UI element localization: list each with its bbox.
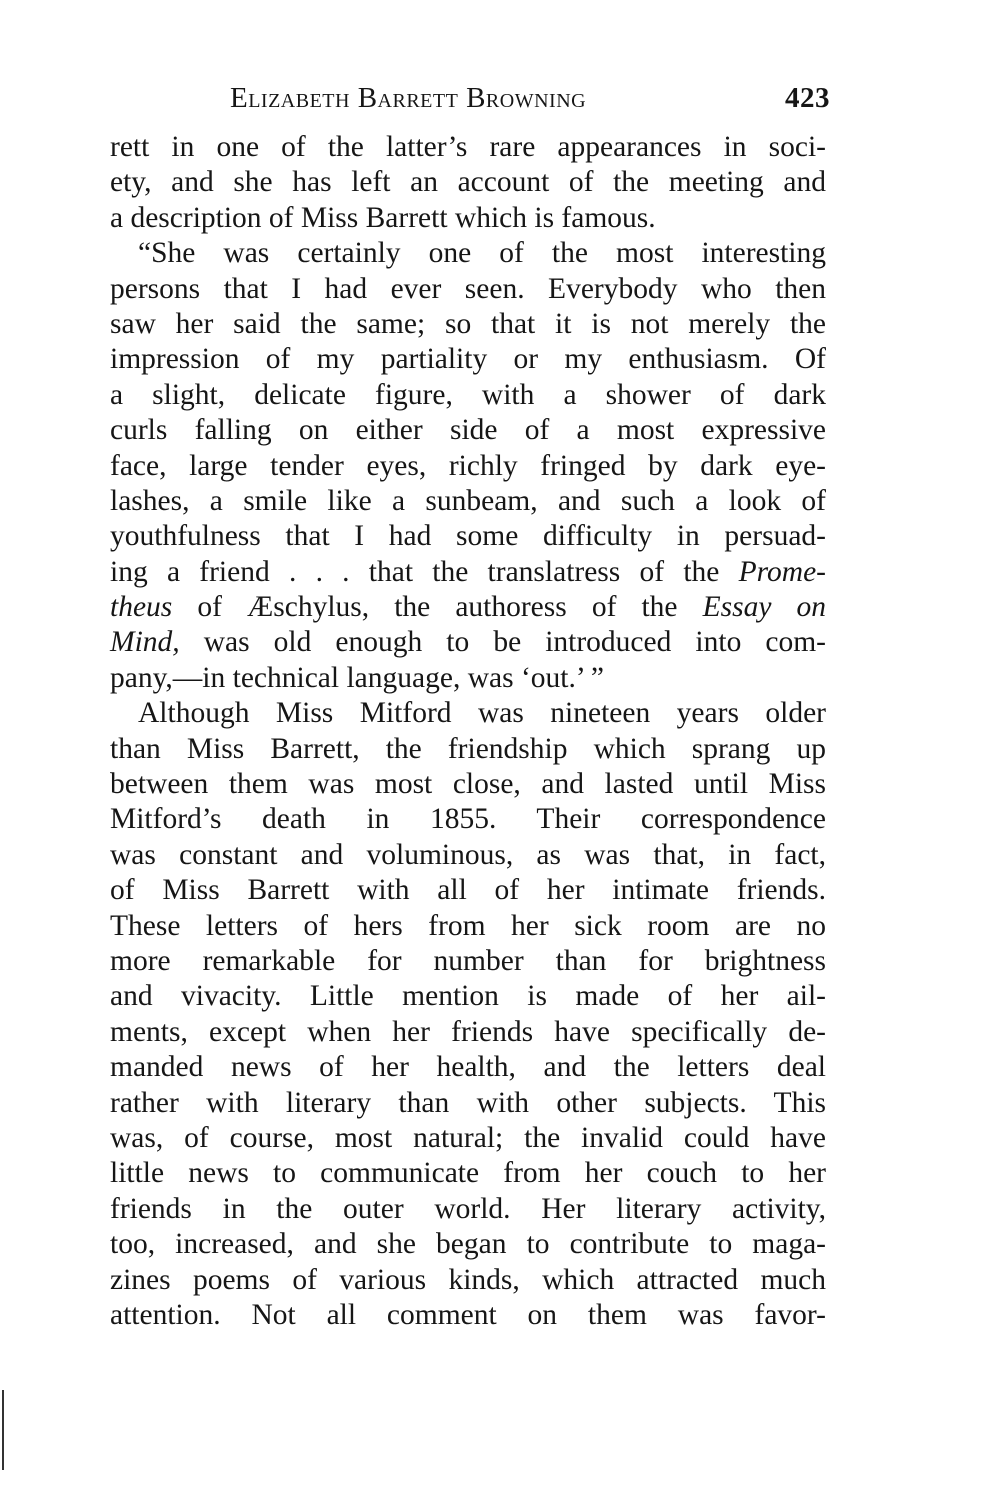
text-line: Mitford’s death in 1855. Their correspondence (110, 803, 826, 836)
text-line: was, of course, most natural; the invalid could have (110, 1121, 826, 1154)
text-line: face, large tender eyes, richly fringed by dark eye- (110, 449, 826, 482)
text-line: curls falling on either side of a most expressive (110, 414, 826, 447)
text-line: a slight, delicate figure, with a shower of dark (110, 378, 826, 411)
text-line: too, increased, and she began to contribute to maga- (110, 1228, 826, 1261)
text-line: of Miss Barrett with all of her intimate friends. (110, 874, 826, 907)
text-line: pany,—in technical language, was ‘out.’ ” (110, 661, 604, 694)
text-line: manded news of her health, and the letters deal (110, 1051, 826, 1084)
text-line: ing a friend . . . that the translatress of the Prome- (110, 555, 826, 588)
text-line: than Miss Barrett, the friendship which sprang up (110, 732, 826, 765)
italic-title: Mind, (110, 626, 180, 659)
text-line: attention. Not all comment on them was favor- (110, 1298, 826, 1331)
scan-gutter-mark (2, 1390, 4, 1470)
text-line: rett in one of the latter’s rare appearances in soci- (110, 131, 826, 163)
text-line: persons that I had ever seen. Everybody who then (110, 272, 826, 305)
text-line: little news to communicate from her couch to her (110, 1157, 826, 1190)
text-line: between them was most close, and lasted until Miss (110, 768, 826, 801)
text-line: rather with literary than with other subjects. This (110, 1086, 826, 1119)
text-line: “She was certainly one of the most interesting (138, 237, 826, 270)
running-title: Elizabeth Barrett Browning (230, 82, 587, 114)
text-line: youthfulness that I had some difficulty in persuad- (110, 520, 826, 553)
italic-title: Essay on (702, 591, 826, 624)
text-line: zines poems of various kinds, which attracted much (110, 1263, 826, 1296)
text-line: and vivacity. Little mention is made of her ail- (110, 980, 826, 1013)
text-line: ety, and she has left an account of the meeting and (110, 166, 826, 199)
body-text (110, 130, 826, 1333)
text-line: more remarkable for number than for brightness (110, 944, 826, 977)
text-line: a description of Miss Barrett which is famous. (110, 201, 656, 234)
text-line: Although Miss Mitford was nineteen years older (138, 697, 826, 730)
text-line: These letters of hers from her sick room are no (110, 909, 826, 942)
italic-title: Prome- (738, 555, 826, 588)
text-line: saw her said the same; so that it is not merely the (110, 307, 826, 340)
text-line: friends in the outer world. Her literary activity, (110, 1192, 826, 1225)
text-line: lashes, a smile like a sunbeam, and such a look of (110, 484, 826, 517)
running-head (230, 82, 830, 122)
text-line: ments, except when her friends have specifically de- (110, 1015, 826, 1048)
page-number: 423 (785, 82, 830, 114)
text-line: theus of Æschylus, the authoress of the Essay on (110, 591, 826, 624)
text-line: impression of my partiality or my enthusiasm. Of (110, 343, 826, 376)
italic-title: theus (110, 591, 173, 624)
text-line: Mind, was old enough to be introduced into com- (110, 626, 826, 659)
text-line: was constant and voluminous, as was that, in fact, (110, 838, 826, 871)
